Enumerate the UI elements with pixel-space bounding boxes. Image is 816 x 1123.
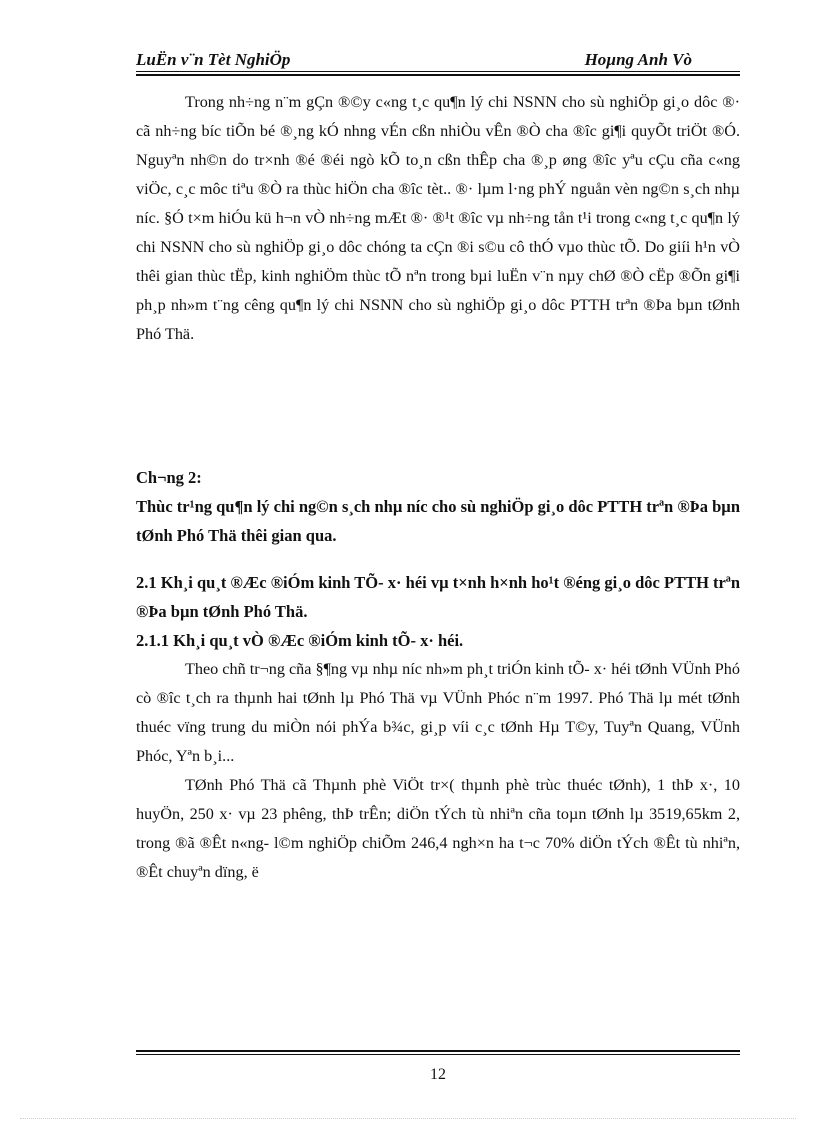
page-edge-line [20, 1118, 796, 1119]
section-gap [136, 349, 740, 463]
section-heading-2-1-1: 2.1.1 Kh¸i qu¸t vÒ ®Æc ®iÓm kinh tÕ- x· héi. [136, 631, 464, 650]
footer-rule-thick [136, 1050, 740, 1052]
section-heading-2-1: 2.1 Kh¸i qu¸t ®Æc ®iÓm kinh TÕ- x· héi vµ t×nh h×nh ho¹t ®éng gi¸o dôc PTTH trªn ®Þa bµn tØnh Phó Thä. [136, 573, 740, 621]
header-author: Hoµng Anh Vò [584, 50, 692, 69]
header-rule-thick [136, 74, 740, 76]
page-number: 12 [430, 1066, 446, 1083]
running-header [136, 50, 740, 72]
header-rule-thin [136, 71, 740, 72]
heading-gap [136, 550, 740, 568]
footer-rule-thin [136, 1054, 740, 1055]
page-body [136, 88, 740, 887]
body-paragraph-2: TØnh Phó Thä cã Thµnh phè ViÖt tr×( thµnh phè trùc thuéc tØnh), 1 thÞ x·, 10 huyÖn, 250 x· vµ 23 phêng, thÞ trÊn; diÖn tÝch tù nhiªn cña toµn tØnh lµ 3519,65km 2, trong ®ã ®Êt n«ng- l©m nghiÖp chiÕm 246,4 ngh×n ha t¬c 70% diÖn tÝch ®Êt tù nhiªn, ®Êt chuyªn dïng, ë [136, 776, 740, 881]
header-thesis-title: LuËn v¨n Tèt NghiÖp [136, 50, 291, 69]
chapter-number: Ch¬ng 2: [136, 468, 202, 487]
intro-paragraph: Trong nh÷ng n¨m gÇn ®©y c«ng t¸c qu¶n lý chi NSNN cho sù nghiÖp gi¸o dôc ®· cã nh÷ng bíc tiÕn bé ®¸ng kÓ nhng vÉn cßn nhiÒu vÊn ®Ò cha ®îc gi¶i quyÕt triÖt ®Ó. Nguyªn nh©n do tr×nh ®é ®éi ngò kÕ to¸n cßn thÊp cha ®¸p øng ®îc yªu cÇu cña c«ng viÖc, c¸c môc tiªu ®Ò ra thùc hiÖn cha ®îc tèt.. ®· lµm l·ng phÝ nguån vèn ng©n s¸ch nhµ níc. §Ó t×m hiÓu kü h¬n vÒ nh÷ng mÆt ®· ®¹t ®îc vµ nh÷ng tån t¹i trong c«ng t¸c qu¶n lý chi NSNN cho sù nghiÖp gi¸o dôc chóng ta cÇn ®i s©u cô thÓ vµo thùc tÕ. Do giíi h¹n vÒ thêi gian thùc tËp, kinh nghiÖm thùc tÕ nªn trong bµi luËn v¨n nµy chØ ®Ò cËp ®Õn gi¶i ph¸p nh»m t¨ng cêng qu¶n lý chi NSNN cho sù nghiÖp gi¸o dôc PTTH trªn ®Þa bµn tØnh Phó Thä. [136, 93, 740, 343]
chapter-title: Thùc tr¹ng qu¶n lý chi ng©n s¸ch nhµ níc cho sù nghiÖp gi¸o dôc PTTH trªn ®Þa bµn tØnh Phó Thä thêi gian qua. [136, 497, 740, 545]
body-paragraph-1: Theo chñ tr¬ng cña §¶ng vµ nhµ níc nh»m ph¸t triÓn kinh tÕ- x· héi tØnh VÜnh Phó cò ®îc t¸ch ra thµnh hai tØnh lµ Phó Thä vµ VÜnh Phóc n¨m 1997. Phó Thä lµ mét tØnh thuéc vïng trung du miÒn nói phÝa b¾c, gi¸p víi c¸c tØnh Hµ T©y, Tuyªn Quang, VÜnh Phóc, Yªn b¸i... [136, 660, 740, 765]
